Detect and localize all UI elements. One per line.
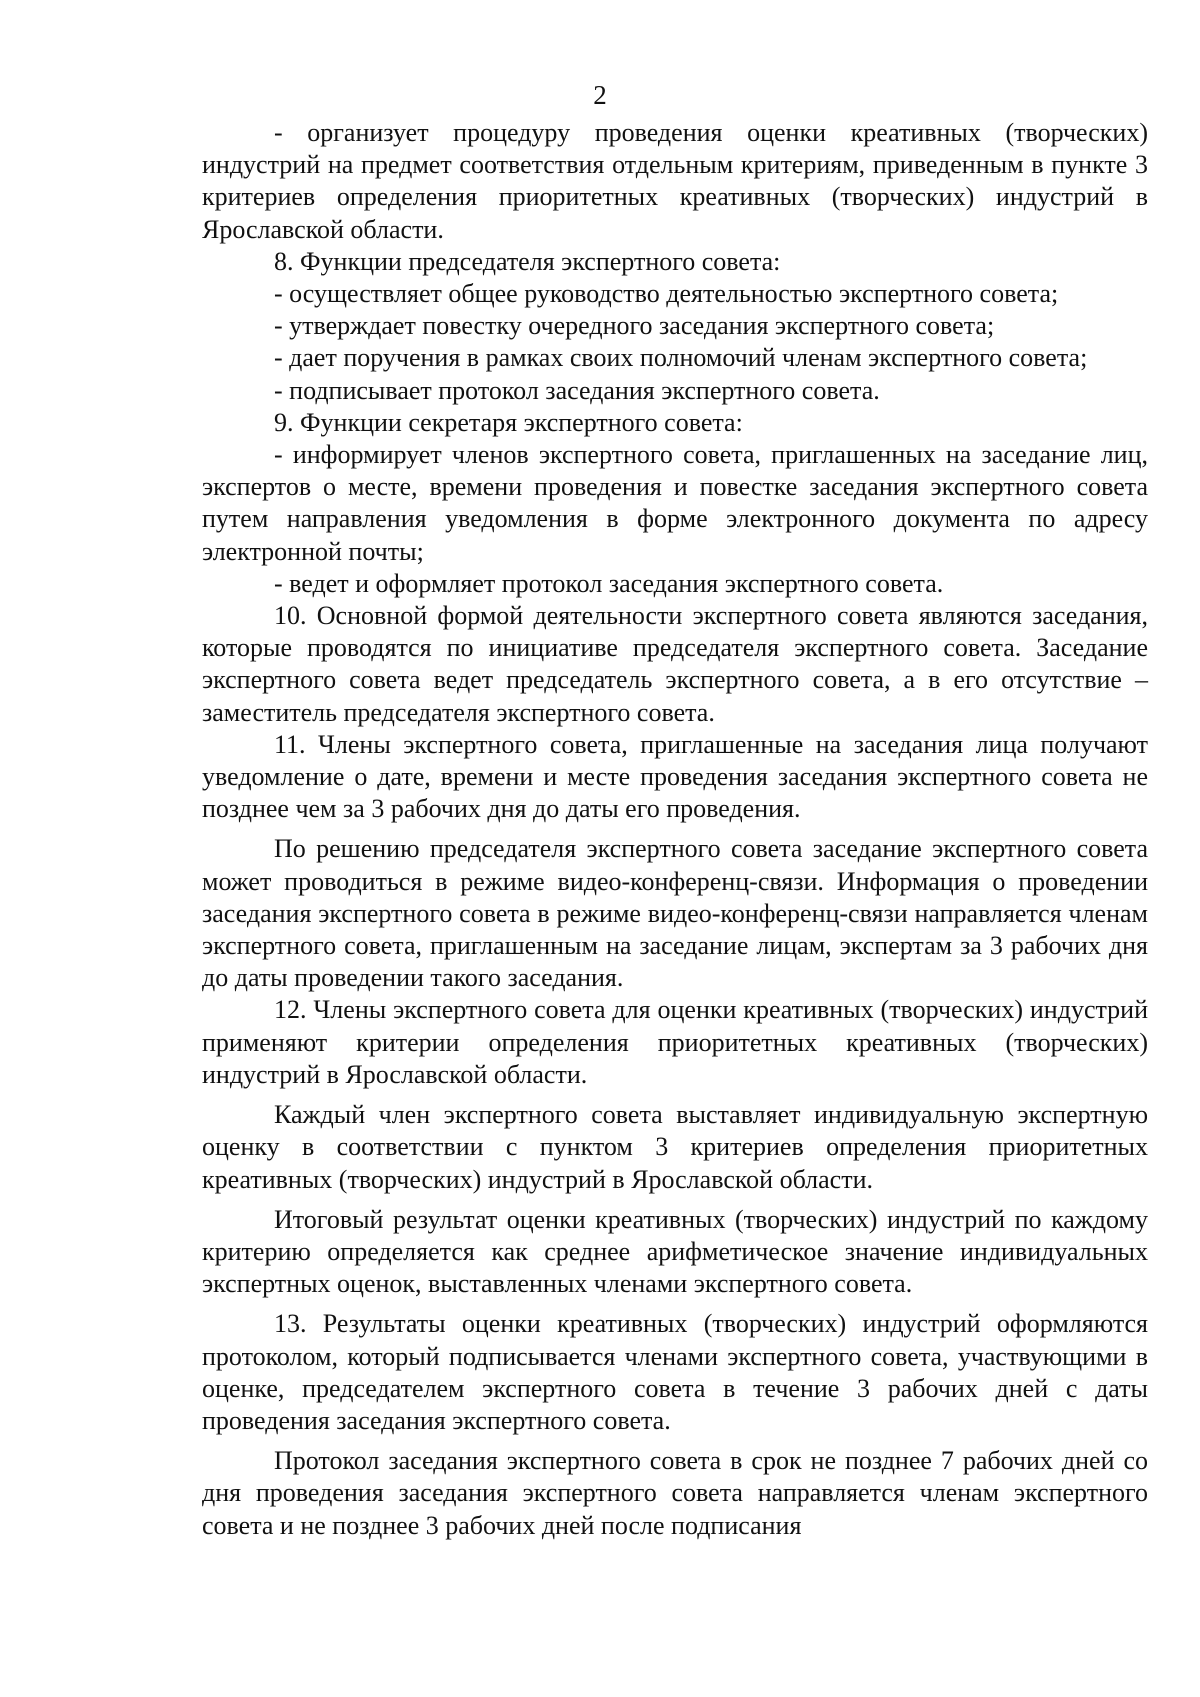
page-number: 2 — [593, 80, 607, 110]
paragraph: 11. Члены экспертного совета, приглашенные на заседания лица получают уведомление о дате, времени и месте проведения заседания экспертного совета не позднее чем за 3 рабочих дня до даты его проведения. — [202, 729, 1148, 824]
paragraph: 13. Результаты оценки креативных (творческих) индустрий оформляются протоколом, который подписывается членами экспертного совета, участвующими в оценке, председателем экспертного совета в течение 3 рабочих дней с даты проведения заседания экспертного совета. — [202, 1309, 1148, 1435]
paragraph: Каждый член экспертного совета выставляет индивидуальную экспертную оценку в соответствии с пунктом 3 критериев определения приоритетных креативных (творческих) индустрий в Ярославской области. — [202, 1100, 1148, 1194]
paragraph: - организует процедуру проведения оценки креативных (творческих) индустрий на предмет соответствия отдельным критериям, приведенным в пункте 3 критериев определения приоритетных креативных (творческих) индустрий в Ярославской области. — [202, 118, 1148, 244]
paragraph: 8. Функции председателя экспертного совета: — [274, 246, 781, 276]
document-body — [202, 117, 1148, 1542]
paragraph: - ведет и оформляет протокол заседания экспертного совета. — [274, 568, 944, 598]
paragraph: - дает поручения в рамках своих полномочий членам экспертного совета; — [274, 343, 1088, 373]
paragraph: - информирует членов экспертного совета, приглашенных на заседание лиц, экспертов о месте, времени проведения и повестке заседания экспертного совета путем направления уведомления в форме электронного документа по адресу электронной почты; — [202, 440, 1148, 566]
paragraph: 9. Функции секретаря экспертного совета: — [274, 407, 743, 437]
paragraph: 12. Члены экспертного совета для оценки креативных (творческих) индустрий применяют критерии определения приоритетных креативных (творческих) индустрий в Ярославской области. — [202, 995, 1148, 1089]
paragraph: 10. Основной формой деятельности экспертного совета являются заседания, которые проводятся по инициативе председателя экспертного совета. Заседание экспертного совета ведет председатель экспертного совета, а в его отсутствие – заместитель председателя экспертного совета. — [202, 601, 1148, 727]
paragraph: - осуществляет общее руководство деятельностью экспертного совета; — [274, 279, 1059, 309]
paragraph: Итоговый результат оценки креативных (творческих) индустрий по каждому критерию определяется как среднее арифметическое значение индивидуальных экспертных оценок, выставленных членами экспертного совета. — [202, 1204, 1148, 1299]
paragraph: Протокол заседания экспертного совета в срок не позднее 7 рабочих дней со дня проведения заседания экспертного совета направляется членам экспертного совета и не позднее 3 рабочих дней после подписания — [202, 1446, 1148, 1540]
paragraph: По решению председателя экспертного совета заседание экспертного совета может проводиться в режиме видео-конференц-связи. Информация о проведении заседания экспертного совета в режиме видео-конференц-связи направляется членам экспертного совета, приглашенным на заседание лицам, экспертам за 3 рабочих дня до даты проведении такого заседания. — [202, 834, 1148, 993]
paragraph: - утверждает повестку очередного заседания экспертного совета; — [274, 311, 995, 341]
paragraph: - подписывает протокол заседания экспертного совета. — [274, 375, 880, 405]
